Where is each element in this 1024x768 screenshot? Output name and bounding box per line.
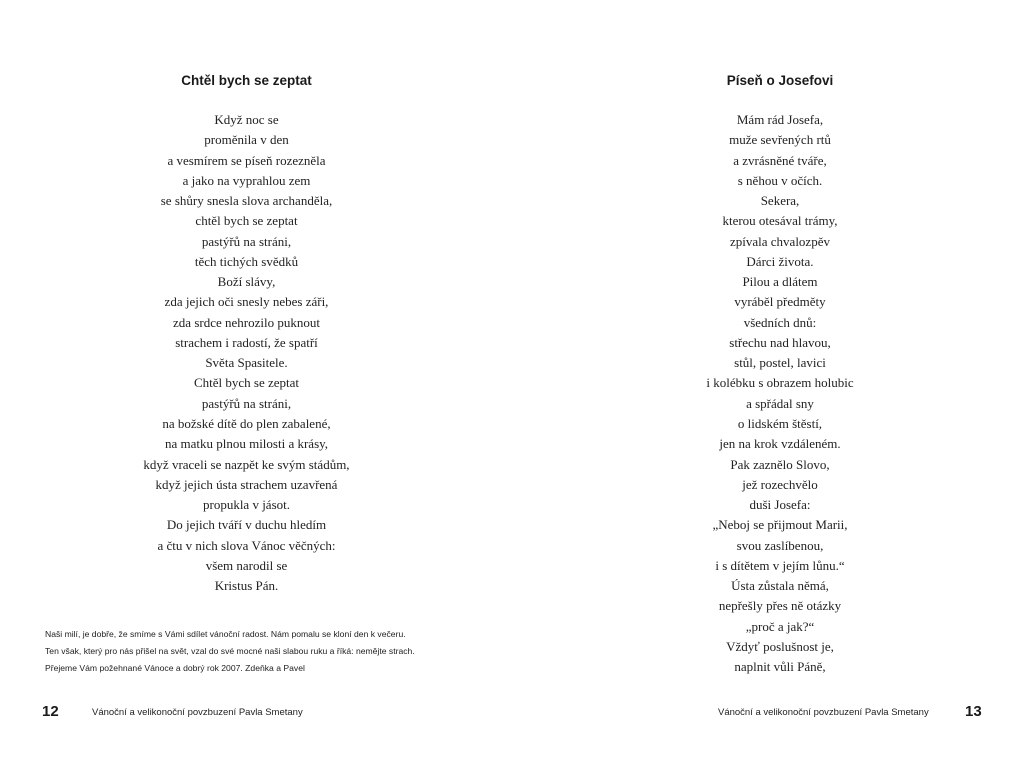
poem-line: i kolébku s obrazem holubic — [706, 375, 854, 391]
poem-line: pastýřů na stráni, — [201, 233, 292, 249]
poem-line: Když noc se — [214, 112, 279, 127]
running-footer: Vánoční a velikonoční povzbuzení Pavla Smetany — [718, 707, 929, 718]
poem-line: se shůry snesla slova archanděla, — [160, 193, 333, 209]
poem-line: zda srdce nehrozilo puknout — [173, 314, 320, 330]
poem-line: Ústa zůstala němá, — [731, 578, 829, 594]
author-note — [45, 626, 475, 678]
poem-line: jen na krok vzdáleném. — [719, 436, 841, 452]
poem-line: na božské dítě do plen zabalené, — [162, 415, 331, 431]
note-line: Přejeme Vám požehnané Vánoce a dobrý rok 2007. Zdeňka a Pavel — [45, 663, 305, 674]
poem-line: všedních dnů: — [743, 314, 817, 330]
poem-line: stůl, postel, lavici — [734, 355, 826, 371]
poem-title: Píseň o Josefovi — [726, 73, 834, 88]
poem-line: duši Josefa: — [749, 497, 811, 513]
poem-line: naplnit vůli Páně, — [734, 659, 826, 675]
poem-line: Pak zaznělo Slovo, — [730, 456, 830, 472]
poem-line: vyráběl předměty — [734, 294, 826, 310]
page-number: 12 — [42, 703, 59, 720]
poem-line: na matku plnou milosti a krásy, — [164, 436, 329, 452]
poem-line: Kristus Pán. — [214, 578, 279, 594]
poem-line: Chtěl bych se zeptat — [193, 375, 300, 391]
poem-line: zda jejich oči snesly nebes záři, — [164, 294, 329, 310]
poem-line: Boží slávy, — [217, 274, 276, 290]
poem-line: pastýřů na stráni, — [201, 395, 292, 411]
poem-line: jež rozechvělo — [742, 476, 818, 492]
note-line: Ten však, který pro nás přišel na svět, vzal do své mocné naši slabou ruku a říká: nemějte strach. — [45, 646, 415, 657]
poem-line: Sekera, — [760, 193, 800, 209]
poem-line: těch tichých svědků — [194, 253, 299, 269]
poem-line: Vždyť poslušnost je, — [726, 638, 834, 654]
poem-line: Světa Spasitele. — [205, 355, 288, 371]
right-page — [512, 0, 1024, 768]
note-line: Naši milí, je dobře, že smíme s Vámi sdílet vánoční radost. Nám pomalu se kloní den k večeru. — [45, 629, 406, 639]
poem-line: s něhou v očích. — [737, 172, 823, 188]
poem-text — [0, 110, 493, 596]
poem-line: když vraceli se nazpět ke svým stádům, — [143, 456, 350, 472]
poem-title: Chtěl bych se zeptat — [181, 73, 312, 88]
poem-line: všem narodil se — [205, 557, 288, 573]
poem-line: „Neboj se přijmout Marii, — [712, 517, 848, 533]
poem-line: když jejich ústa strachem uzavřená — [155, 476, 338, 492]
poem-line: Dárci života. — [746, 253, 814, 269]
poem-line: o lidském štěstí, — [737, 415, 823, 431]
poem-line: a zvrásněné tváře, — [733, 152, 827, 168]
poem-line: a čtu v nich slova Vánoc věčných: — [157, 537, 336, 553]
poem-text — [512, 110, 1024, 677]
poem-line: „proč a jak?“ — [745, 618, 815, 634]
page-number: 13 — [965, 703, 982, 720]
poem-line: propukla v jásot. — [202, 497, 290, 513]
poem-line: zpívala chvalozpěv — [730, 233, 830, 249]
poem-line: střechu nad hlavou, — [729, 334, 831, 350]
poem-line: chtěl bych se zeptat — [195, 213, 298, 229]
poem-line: strachem i radostí, že spatří — [175, 334, 318, 350]
poem-line: muže sevřených rtů — [729, 132, 831, 148]
poem-line: svou zaslíbenou, — [736, 537, 824, 553]
running-footer: Vánoční a velikonoční povzbuzení Pavla Smetany — [92, 707, 303, 718]
poem-line: a vesmírem se píseň rozezněla — [167, 152, 326, 168]
poem-line: a spřádal sny — [746, 395, 814, 411]
poem-line: a jako na vyprahlou zem — [182, 172, 311, 188]
poem-line: Pilou a dlátem — [742, 274, 818, 290]
poem-line: nepřešly přes ně otázky — [718, 598, 842, 614]
poem-line: proměnila v den — [204, 132, 289, 148]
poem-line: i s dítětem v jejím lůnu.“ — [715, 557, 845, 573]
poem-line: kterou otesával trámy, — [722, 213, 838, 229]
poem-line: Mám rád Josefa, — [736, 112, 824, 127]
poem-line: Do jejich tváří v duchu hledím — [166, 517, 327, 533]
